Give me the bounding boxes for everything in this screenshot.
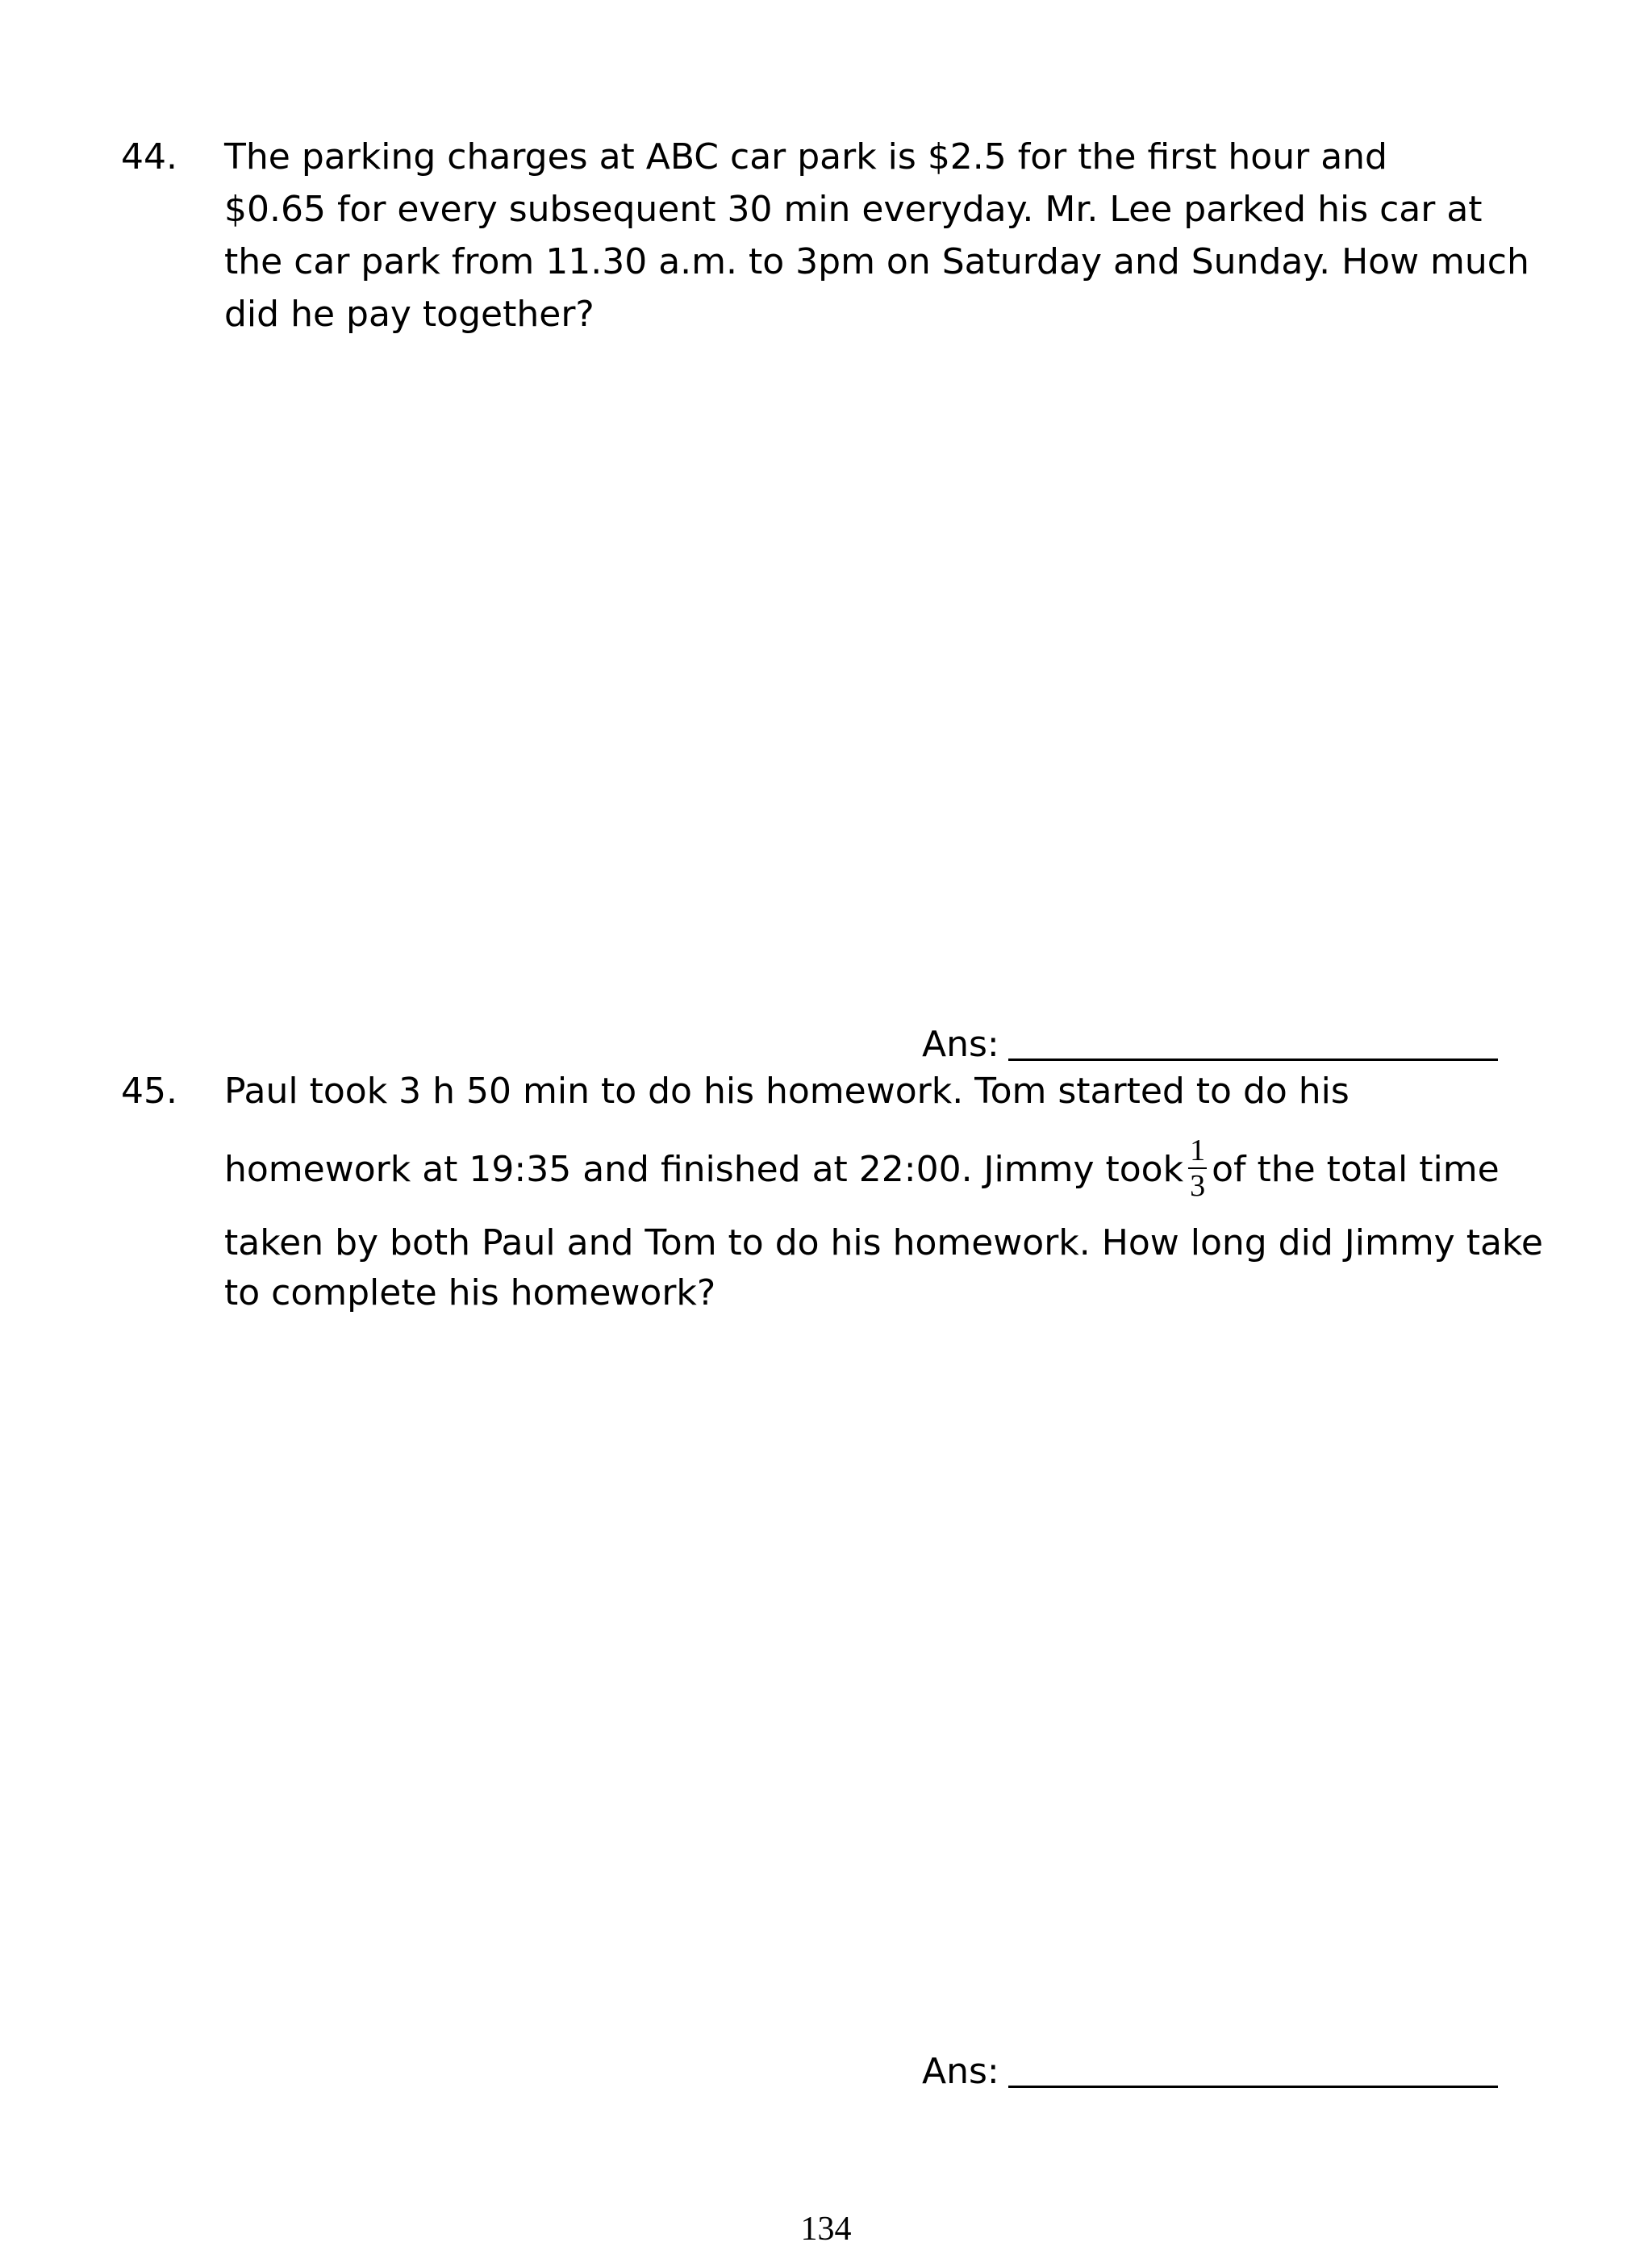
answer-blank[interactable] bbox=[1008, 2086, 1498, 2088]
question-text-line: did he pay together? bbox=[224, 294, 594, 335]
fraction-denominator: 3 bbox=[1190, 1169, 1206, 1203]
fraction-one-third bbox=[1188, 1134, 1207, 1203]
answer-label: Ans: bbox=[922, 1024, 999, 1065]
question-text-segment: of the total time bbox=[1212, 1149, 1500, 1190]
question-text-line: to complete his homework? bbox=[224, 1272, 716, 1313]
question-text-line: $0.65 for every subsequent 30 min everyday. Mr. Lee parked his car at bbox=[224, 189, 1483, 230]
question-text-line: Paul took 3 h 50 min to do his homework. Tom started to do his bbox=[224, 1071, 1350, 1112]
question-text-line: The parking charges at ABC car park is $2.5 for the first hour and bbox=[224, 136, 1387, 177]
question-number: 45. bbox=[121, 1071, 177, 1112]
question-text-line: taken by both Paul and Tom to do his homework. How long did Jimmy take bbox=[224, 1222, 1543, 1263]
answer-blank[interactable] bbox=[1008, 1059, 1498, 1061]
question-text-segment: homework at 19:35 and finished at 22:00. Jimmy took bbox=[224, 1149, 1184, 1190]
fraction-numerator: 1 bbox=[1190, 1134, 1206, 1167]
question-text-line: the car park from 11.30 a.m. to 3pm on Saturday and Sunday. How much bbox=[224, 241, 1529, 282]
question-text-line-with-fraction bbox=[224, 1130, 1500, 1210]
answer-label: Ans: bbox=[922, 2051, 999, 2092]
page-number: 134 bbox=[800, 2211, 852, 2248]
question-number: 44. bbox=[121, 136, 177, 177]
